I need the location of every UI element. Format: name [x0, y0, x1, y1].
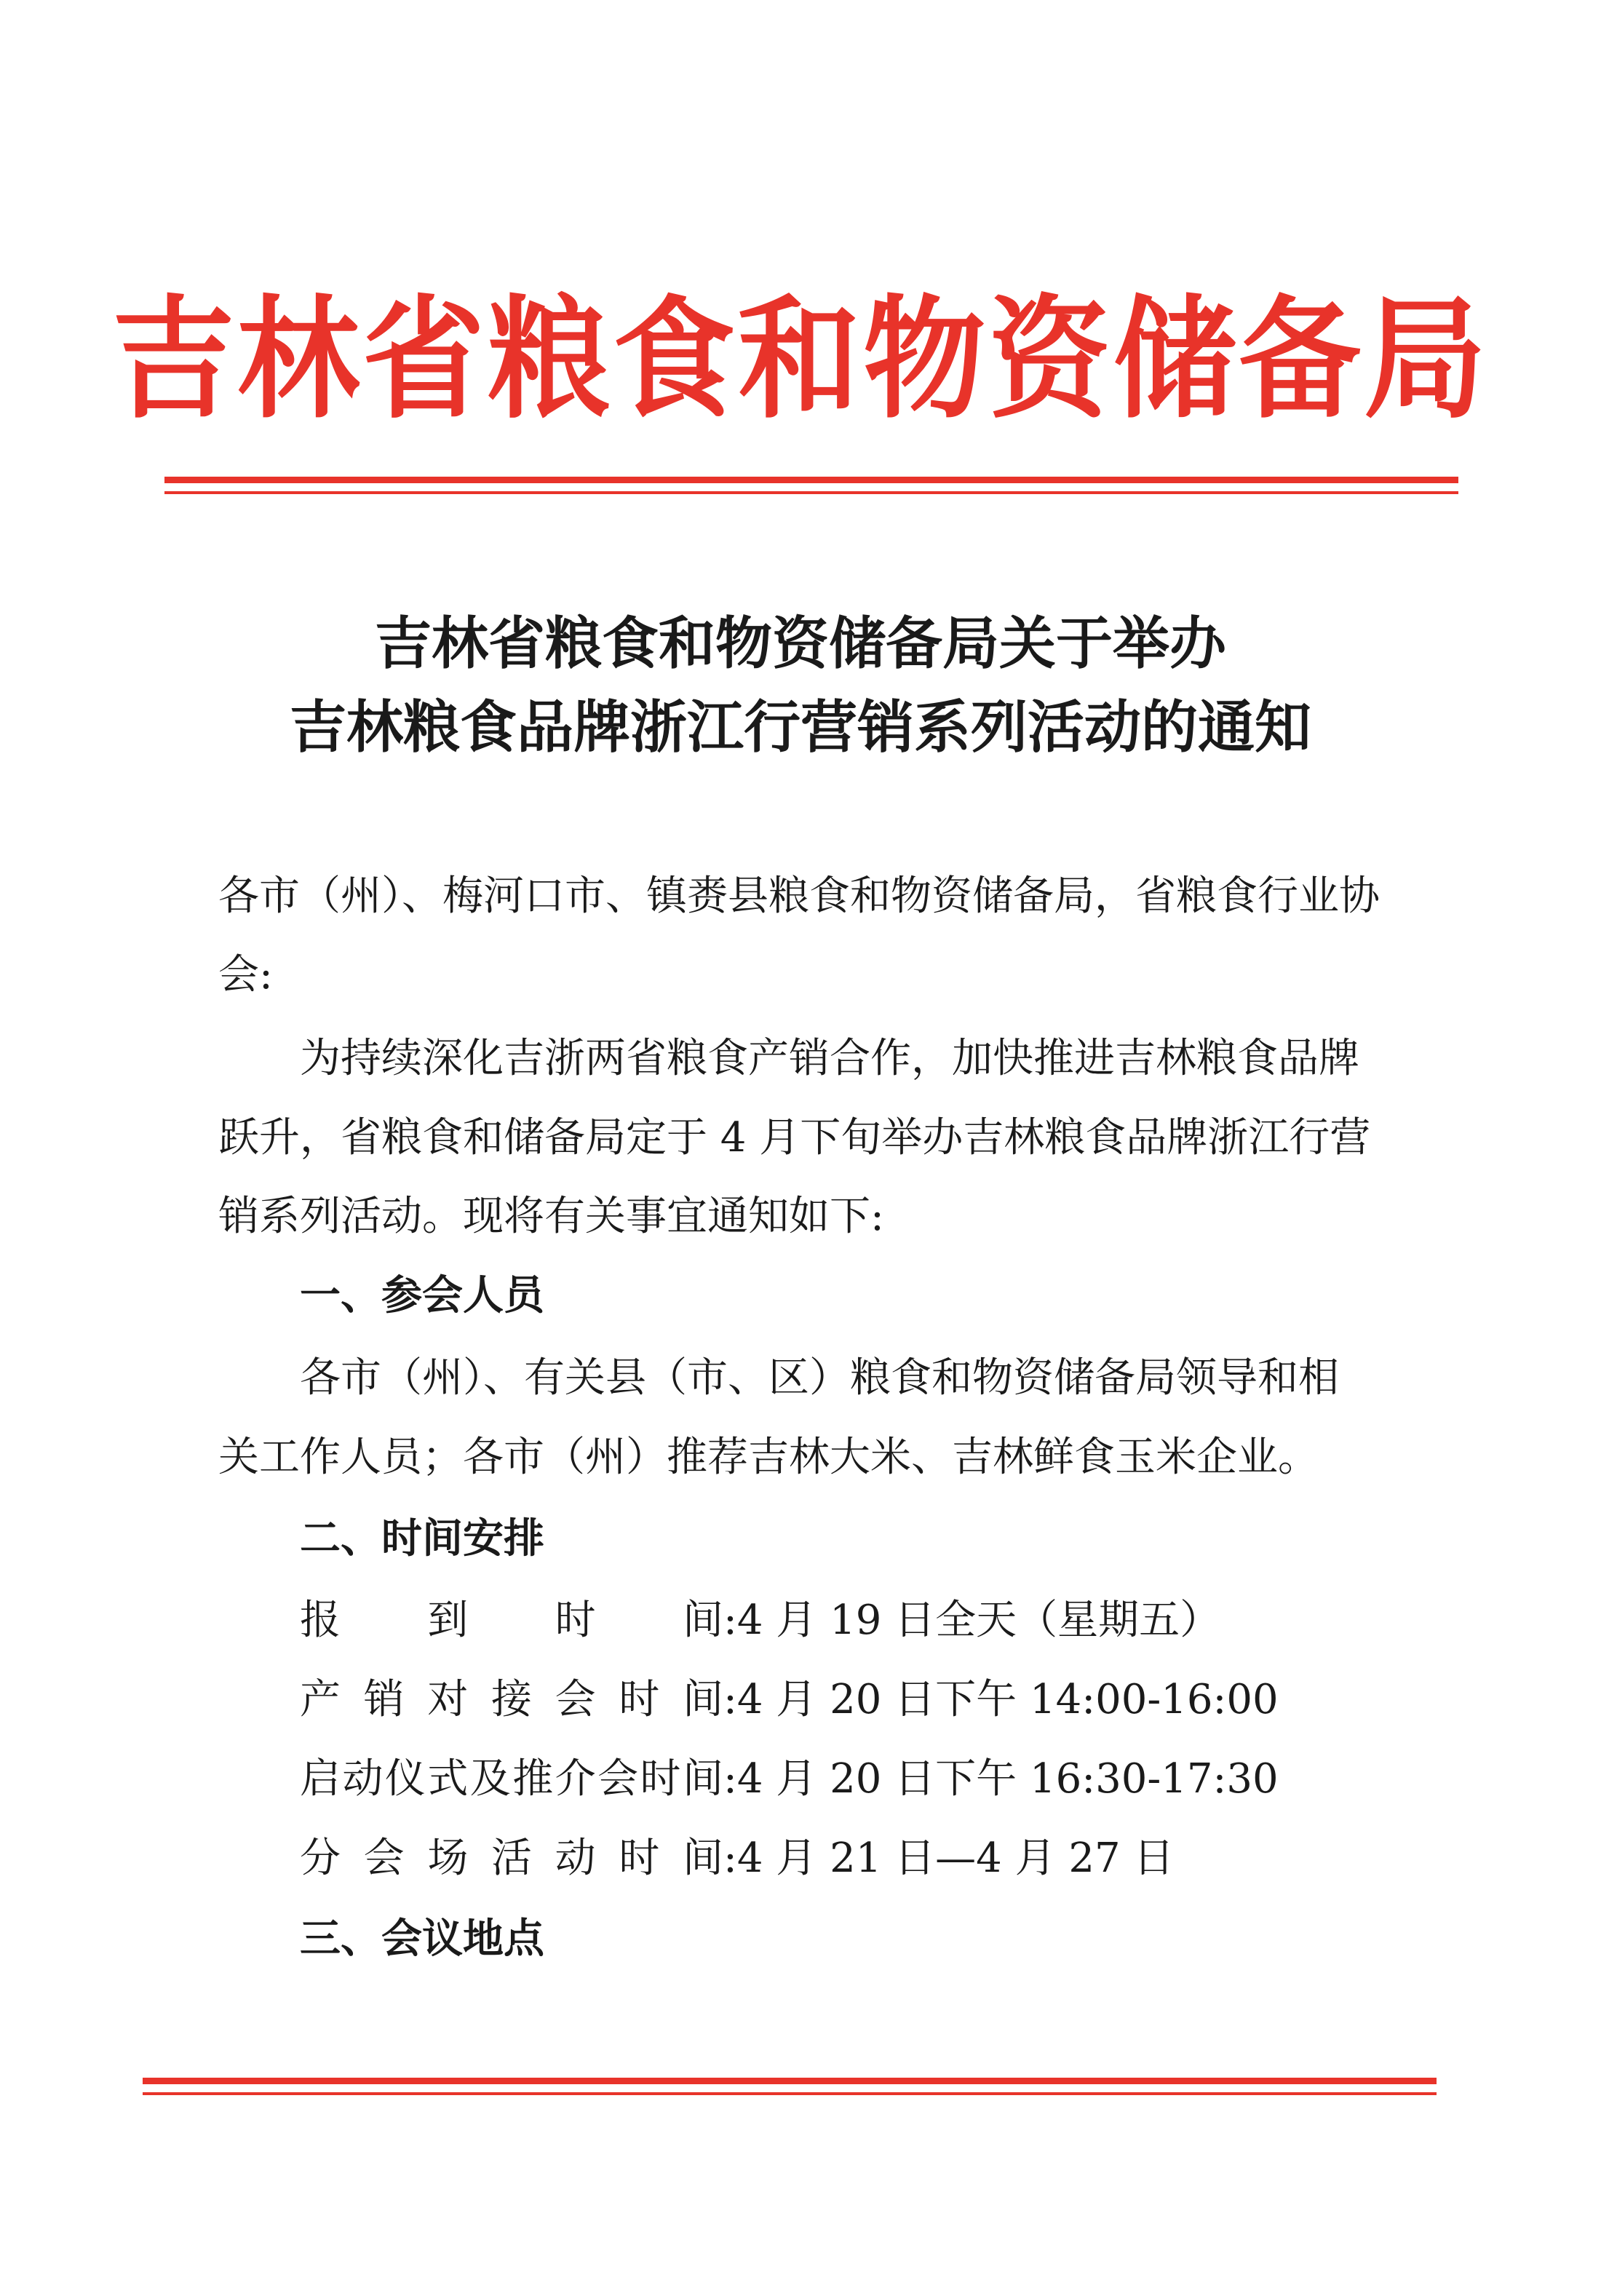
schedule-value: 4 月 20 日下午 16:30-17:30	[736, 1755, 1279, 1803]
header-red-rule	[164, 477, 1458, 498]
intro-paragraph-line-3: 销系列活动。现将有关事宜通知如下:	[218, 1193, 884, 1240]
section-heading-schedule: 二、时间安排	[300, 1515, 544, 1562]
schedule-row	[300, 1830, 1174, 1888]
schedule-value: 4 月 20 日下午 14:00-16:00	[736, 1676, 1279, 1723]
salutation-line-1: 各市（州）、梅河口市、镇赉县粮食和物资储备局，省粮食行业协	[218, 873, 1380, 920]
schedule-label: 报到时间	[300, 1597, 723, 1644]
attendees-line-1: 各市（州）、有关县（市、区）粮食和物资储备局领导和相	[300, 1354, 1339, 1402]
schedule-separator: :	[723, 1597, 737, 1644]
schedule-separator: :	[723, 1676, 737, 1723]
schedule-label: 启动仪式及推介会时间	[300, 1755, 723, 1803]
intro-paragraph-line-1: 为持续深化吉浙两省粮食产销合作，加快推进吉林粮食品牌	[300, 1035, 1359, 1082]
footer-red-rule	[143, 2078, 1437, 2100]
schedule-value: 4 月 21 日—4 月 27 日	[736, 1835, 1175, 1882]
schedule-separator: :	[723, 1755, 737, 1803]
intro-paragraph-line-2: 跃升，省粮食和储备局定于 4 月下旬举办吉林粮食品牌浙江行营	[218, 1114, 1371, 1161]
section-heading-attendees: 一、参会人员	[300, 1272, 544, 1319]
attendees-line-2: 关工作人员；各市（州）推荐吉林大米、吉林鲜食玉米企业。	[218, 1434, 1319, 1481]
schedule-row	[300, 1750, 1279, 1808]
schedule-row	[300, 1592, 1220, 1650]
salutation-line-2: 会:	[218, 951, 273, 998]
schedule-label: 分会场活动时间	[300, 1835, 723, 1882]
issuing-organization-header: 吉林省粮食和物资储备局	[112, 281, 1489, 437]
section-heading-venue: 三、会议地点	[300, 1915, 544, 1963]
schedule-row	[300, 1671, 1279, 1729]
schedule-separator: :	[723, 1835, 737, 1882]
schedule-label: 产销对接会时间	[300, 1676, 723, 1723]
document-title-line-2: 吉林粮食品牌浙江行营销系列活动的通知	[289, 695, 1311, 760]
schedule-value: 4 月 19 日全天（星期五）	[736, 1597, 1221, 1644]
document-title-line-1: 吉林省粮食和物资储备局关于举办	[374, 611, 1226, 677]
